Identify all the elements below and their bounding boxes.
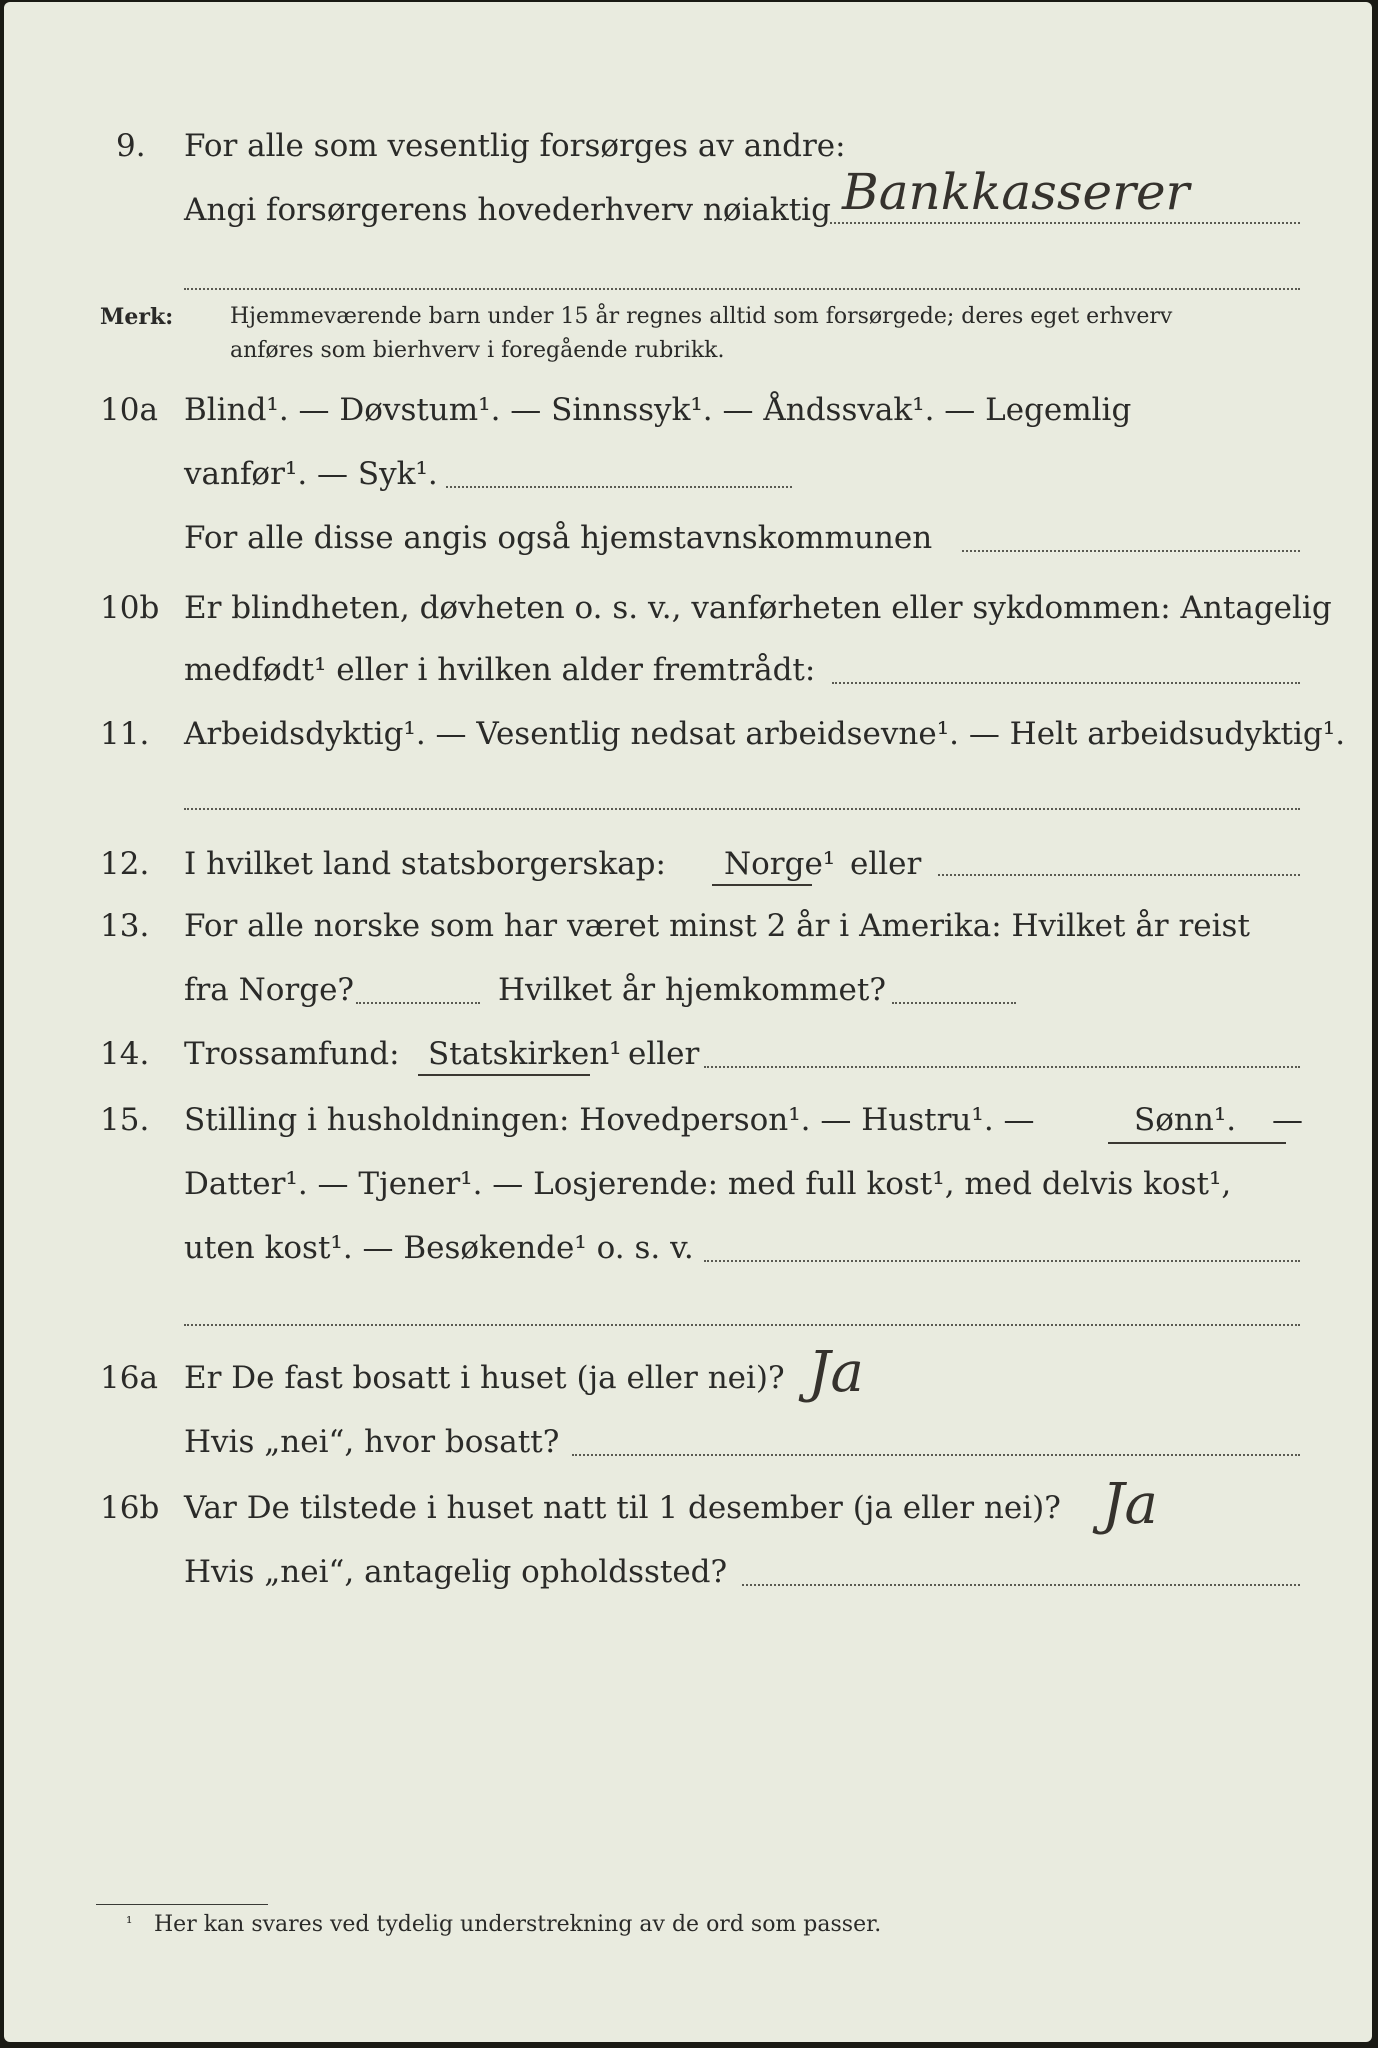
q10a-line2: vanfør¹. — Syk¹. (184, 456, 438, 492)
q11-line1: Arbeidsdyktig¹. — Vesentlig nedsat arbeidsevne¹. — Helt arbeidsudyktig¹. (184, 716, 1346, 752)
form-page (4, 2, 1372, 2042)
q15-extra-line (184, 1324, 1300, 1326)
merk-line2: anføres som bierhverv i foregående rubrikk. (230, 338, 725, 363)
q13-line2b: Hvilket år hjemkommet? (498, 972, 886, 1008)
q16b-line2: Hvis „nei“, antagelig opholdssted? (184, 1554, 728, 1590)
q16b-answer-handwritten: Ja (1102, 1472, 1158, 1537)
q14-eller: eller (628, 1036, 700, 1072)
merk-line1: Hjemmeværende barn under 15 år regnes alltid som forsørgede; deres eget erhverv (230, 304, 1173, 329)
q13-line2a: fra Norge? (184, 972, 355, 1008)
q12-eller: eller (850, 846, 922, 882)
q15-line1b: — (1272, 1102, 1303, 1138)
q16a-line2: Hvis „nei“, hvor bosatt? (184, 1424, 560, 1460)
footnote-mark: ¹ (126, 1913, 133, 1932)
q14-statskirken: Statskirken¹ (428, 1036, 622, 1072)
q12-number: 12. (100, 846, 150, 882)
q15-sonn-underline (1108, 1142, 1286, 1144)
footnote-text: Her kan svares ved tydelig understrekning av de ord som passer. (154, 1912, 882, 1937)
q13-reist-line (356, 1002, 480, 1004)
q16b-number: 16b (100, 1490, 160, 1526)
q10a-line3: For alle disse angis også hjemstavnskommunen (184, 520, 933, 556)
q12-line (938, 874, 1300, 876)
q10b-line2: medfødt¹ eller i hvilken alder fremtrådt: (184, 652, 816, 688)
merk-label: Merk: (100, 304, 174, 330)
q15-line2: Datter¹. — Tjener¹. — Losjerende: med full kost¹, med delvis kost¹, (184, 1166, 1232, 1202)
q15-sonn: Sønn¹. (1134, 1102, 1237, 1138)
q13-hjemkommet-line (892, 1002, 1016, 1004)
q15-line (704, 1260, 1300, 1262)
q10b-line (832, 682, 1300, 684)
q16a-answer-handwritten: Ja (808, 1340, 864, 1405)
q9-line1: For alle som vesentlig forsørges av andre: (184, 128, 846, 164)
q15-line1a: Stilling i husholdningen: Hovedperson¹. — Hustru¹. — (184, 1102, 1035, 1138)
q9-line2: Angi forsørgerens hovederhverv nøiaktig (184, 192, 831, 228)
q16a-line (572, 1454, 1300, 1456)
q10a-syk-line (446, 486, 792, 488)
q10b-line1: Er blindheten, døvheten o. s. v., vanførheten eller sykdommen: Antagelig (184, 590, 1332, 626)
q12-norge: Norge¹ (724, 846, 836, 882)
q14-text: Trossamfund: (184, 1036, 400, 1072)
q12-norge-underline (712, 884, 812, 886)
q16a-number: 16a (100, 1360, 158, 1396)
q13-line1: For alle norske som har været minst 2 år i Amerika: Hvilket år reist (184, 908, 1250, 944)
q15-number: 15. (100, 1102, 150, 1138)
q16b-line (742, 1584, 1300, 1586)
footnote-rule (96, 1904, 268, 1905)
q11-number: 11. (100, 716, 150, 752)
q9-answer-line (830, 222, 1300, 224)
q15-line3: uten kost¹. — Besøkende¹ o. s. v. (184, 1230, 694, 1266)
q13-number: 13. (100, 908, 150, 944)
q9-number: 9. (116, 128, 146, 164)
q9-extra-line (184, 288, 1300, 290)
q14-number: 14. (100, 1036, 150, 1072)
q10a-line1: Blind¹. — Døvstum¹. — Sinnssyk¹. — Åndssvak¹. — Legemlig (184, 392, 1132, 428)
q14-line (704, 1066, 1300, 1068)
q16a-line1: Er De fast bosatt i huset (ja eller nei)? (184, 1360, 785, 1396)
q9-answer-handwritten: Bankkasserer (842, 163, 1190, 221)
q10b-number: 10b (100, 590, 160, 626)
q11-extra-line (184, 808, 1300, 810)
q16b-line1: Var De tilstede i huset natt til 1 desember (ja eller nei)? (184, 1490, 1061, 1526)
q14-statskirken-underline (418, 1074, 590, 1076)
q10a-number: 10a (100, 392, 158, 428)
q10a-kommune-line (962, 550, 1300, 552)
q12-text: I hvilket land statsborgerskap: (184, 846, 666, 882)
